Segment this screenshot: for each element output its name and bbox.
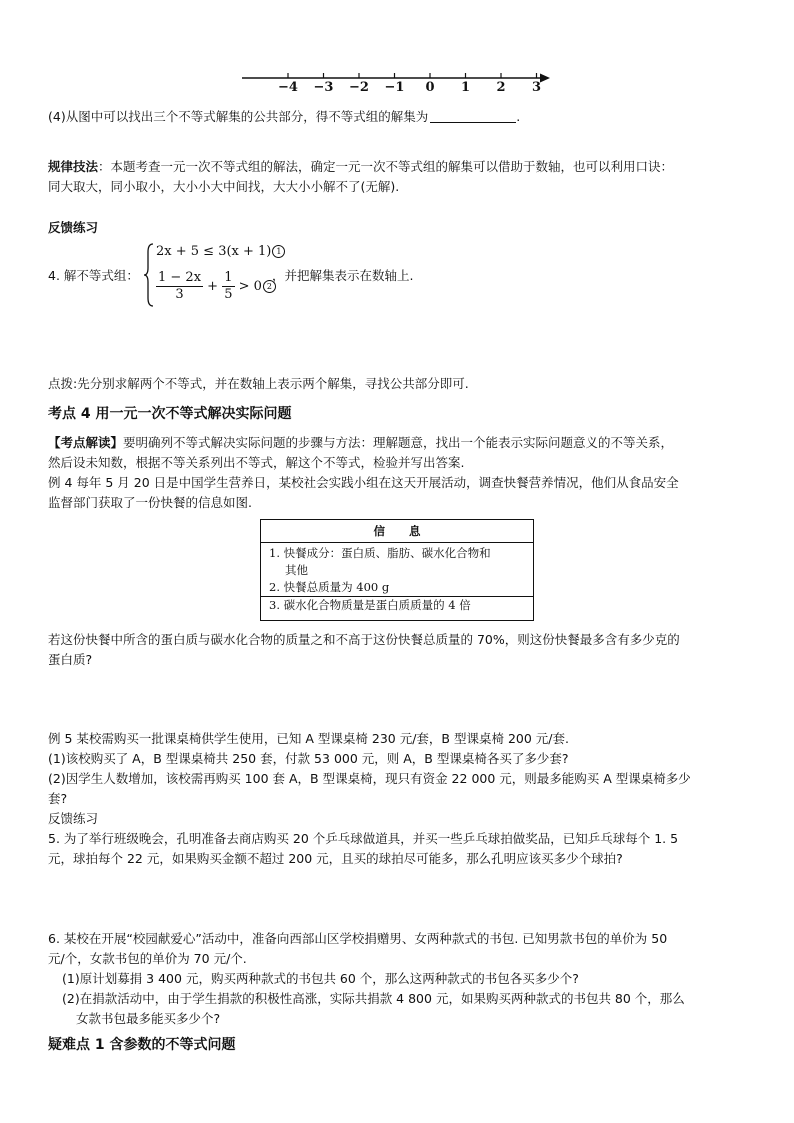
system-brace [143, 242, 155, 308]
info-item-3: 3. 碳水化合物质量是蛋白质质量的 4 倍 [261, 596, 533, 614]
p6-line-2: 元/个，女款书包的单价为 70 元/个. [48, 951, 247, 966]
p6-line-5: 女款书包最多能买多少个? [76, 1011, 221, 1026]
plus-sign: + [207, 279, 219, 294]
kp4-desc-label: 【考点解读】 [48, 435, 124, 450]
info-item-1a: 1. 快餐成分：蛋白质、脂肪、碳水化合物和 [269, 546, 491, 560]
tick-label: −1 [384, 80, 405, 95]
tick-label: −3 [313, 80, 334, 95]
kp4-desc-line-2: 然后设未知数，根据不等关系列出不等式，解这个不等式，检验并写出答案. [48, 455, 465, 470]
p6-line-1: 6. 某校在开展“校园献爱心”活动中，准备向西部山区学校捐赠男、女两种款式的书包. 已知男款书包的单价为 50 [48, 931, 668, 946]
fraction-1-numerator: 1 − 2x [158, 270, 202, 285]
q4-line [48, 108, 520, 126]
ex4-question-2: 蛋白质? [48, 652, 93, 667]
dp1-title: 疑难点 1 含参数的不等式问题 [48, 1037, 236, 1053]
rule-line-1 [48, 158, 673, 176]
ex4-line-1: 例 4 每年 5 月 20 日是中国学生营养日，某校社会实践小组在这天开展活动，调查快餐营养情况，他们从食品安全 [48, 475, 679, 490]
info-box-header: 信息 [261, 520, 533, 543]
tick-label: 3 [531, 80, 542, 95]
tick-label: 1 [460, 80, 471, 95]
marker-1: 1 [272, 245, 285, 258]
rule-text-1: ：本题考查一元一次不等式组的解法，确定一元一次不等式组的解集可以借助于数轴，也可以利用口诀： [98, 159, 674, 174]
ex4-line-2: 监督部门获取了一份快餐的信息如图. [48, 495, 252, 510]
kp4-desc-line-1 [48, 434, 673, 452]
rule-label: 规律技法 [48, 159, 99, 174]
rule-line-2: 同大取大，同小取小，大小小大中间找，大大小小解不了(无解). [48, 179, 400, 194]
kp4-title: 考点 4 用一元一次不等式解决实际问题 [48, 406, 292, 422]
tick-label: −2 [349, 80, 369, 95]
inequality-1 [156, 244, 285, 259]
q4-end: . [516, 109, 521, 124]
fraction-2-numerator: 1 [224, 270, 233, 285]
p6-line-4: (2)在捐款活动中，由于学生捐款的积极性高涨，实际共捐款 4 800 元，如果购买两种款式的书包共 80 个，那么 [62, 991, 685, 1006]
p4-suffix: ，并把解集表示在数轴上. [272, 268, 414, 283]
feedback-title-1: 反馈练习 [48, 220, 99, 235]
info-item-1b: 其他 [285, 563, 308, 577]
p4-prefix: 4. 解不等式组： [48, 268, 139, 283]
ex5-line-3: (2)因学生人数增加，该校需再购买 100 套 A，B 型课桌椅，现只有资金 22 000 元，则最多能购买 A 型课桌椅多少 [48, 771, 691, 786]
fraction-2-denominator: 5 [224, 287, 233, 302]
fraction-1-denominator: 3 [175, 287, 184, 302]
answer-blank[interactable] [430, 110, 516, 123]
info-item-2: 2. 快餐总质量为 400 g [269, 580, 390, 594]
marker-2: 2 [263, 280, 276, 293]
fraction-2 [222, 270, 234, 303]
number-line-labels [238, 80, 558, 98]
tick-label: −4 [278, 80, 298, 95]
ex4-question-1: 若这份快餐中所含的蛋白质与碳水化合物的质量之和不高于这份快餐总质量的 70%，则这份快餐最多含有多少克的 [48, 632, 680, 647]
ex5-line-1: 例 5 某校需购买一批课桌椅供学生使用，已知 A 型课桌椅 230 元/套，B 型课桌椅 200 元/套. [48, 731, 569, 746]
q4-text: (4)从图中可以找出三个不等式解集的公共部分，得不等式组的解集为 [48, 109, 429, 124]
feedback-title-2: 反馈练习 [48, 811, 99, 826]
kp4-desc-text-1: 要明确列不等式解决实际问题的步骤与方法：理解题意，找出一个能表示实际问题意义的不等关系， [123, 435, 674, 450]
inequality-2 [156, 270, 276, 303]
fraction-1 [156, 270, 203, 303]
info-box [260, 519, 534, 621]
tick-label: 2 [496, 80, 506, 95]
greater-than-zero: > 0 [238, 279, 262, 294]
p6-line-3: (1)原计划募捐 3 400 元，购买两种款式的书包共 60 个，那么这两种款式的书包各买多少个? [62, 971, 579, 986]
p5-line-1: 5. 为了举行班级晚会，孔明准备去商店购买 20 个乒乓球做道具，并买一些乒乓球拍做奖品，已知乒乓球每个 1. 5 [48, 831, 679, 846]
tick-label: 0 [425, 80, 435, 95]
ex5-line-2: (1)该校购买了 A，B 型课桌椅共 250 套，付款 53 000 元，则 A，B 型课桌椅各买了多少套? [48, 751, 569, 766]
ex5-line-4: 套? [48, 791, 68, 806]
inequality-1-text: 2x + 5 ≤ 3(x + 1) [156, 244, 272, 259]
hint: 点拨:先分别求解两个不等式，并在数轴上表示两个解集，寻找公共部分即可. [48, 376, 469, 391]
p5-line-2: 元，球拍每个 22 元，如果购买金额不超过 200 元，且买的球拍尽可能多，那么孔明应该买多少个球拍? [48, 851, 623, 866]
